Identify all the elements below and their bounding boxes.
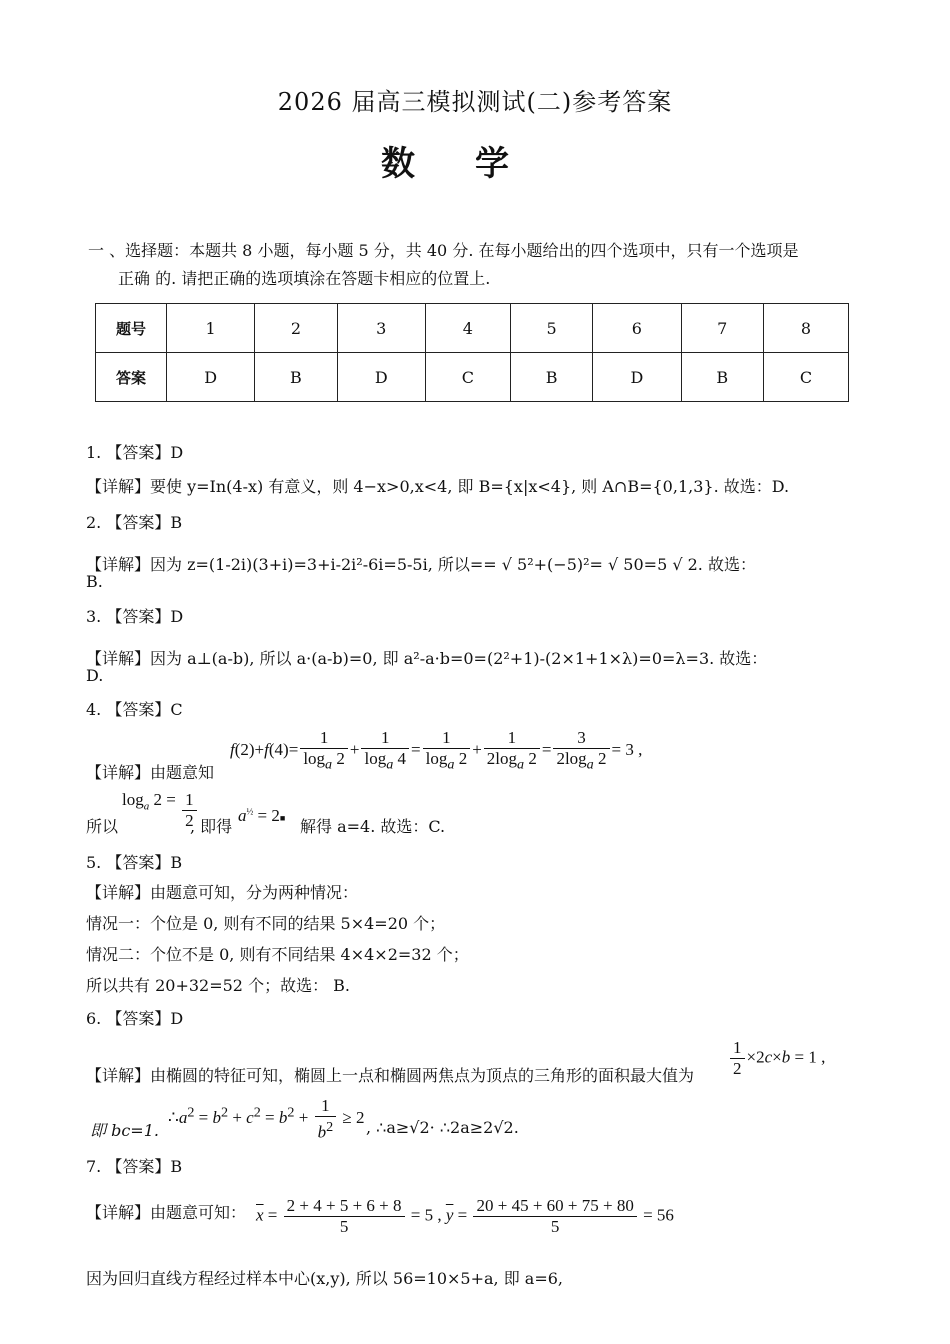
q1-detail: 【详解】要使 y=In(4-x) 有意义，则 4−x>0,x<4, 即 B={x|x<4}, 则 A∩B={0,1,3}. 故选：D. [86,477,790,496]
section-intro-line1: 一 、选择题：本题共 8 小题，每小题 5 分，共 40 分. 在每小题给出的四个选项中，只有一个选项是 [88,241,799,260]
q4-line2-prefix: 所以 [86,817,119,836]
table-cell: 5 [510,304,592,353]
section-intro-line2: 正确 的. 请把正确的选项填涂在答题卡相应的位置上. [118,269,491,288]
table-cell: B [255,353,337,402]
q1-answer-heading: 1. 【答案】D [86,443,184,462]
subject-title: 数学 [381,144,569,184]
q3-answer-heading: 3. 【答案】D [86,607,184,626]
q6-area-formula: $\frac{1}{2}$ ×2c×b = 1 , [728,1038,825,1079]
row-label-answers: 答案 [96,353,167,402]
q4-detail: 【详解】由题意知 [86,763,215,782]
q5-detail-line2: 情况一：个位是 0, 则有不同的结果 5×4=20 个； [86,914,446,933]
q2-answer-heading: 2. 【答案】B [86,513,183,532]
q5-detail-line1: 【详解】由题意可知，分为两种情况： [86,883,359,902]
table-cell: D [337,353,425,402]
q6-line2-prefix: 即 bc=1. [90,1121,159,1140]
q4-line2-suffix: , 即得 [190,817,233,836]
table-cell: 4 [425,304,510,353]
table-cell: C [425,353,510,402]
q4-log-equation: $\log_a 2$ = $\frac{1}{2}$ [122,790,199,831]
q5-answer-heading: 5. 【答案】B [86,853,183,872]
q4-line2-end: 解得 a=4. 故选：C. [300,817,446,836]
q7-detail: 【详解】由题意可知： [86,1203,247,1222]
q7-answer-heading: 7. 【答案】B [86,1157,183,1176]
q4-equation: f(2)+f(4)= $\frac{1}{\log_a 2}$ + $\frac{1}{\log_a 4}$ = $\frac{1}{\log_a 2}$ + $\frac{1}{2\log_a 2}$ = $\frac{3}{2\log_a 2}$ = 3 , [230,728,643,773]
q4-answer-heading: 4. 【答案】C [86,700,183,719]
q6-inequality: $\therefore a^2 = b^2 + c^2 = b^2$ + $\frac{1}{b^2}$ ≥ 2 [168,1096,365,1142]
table-cell: 1 [167,304,255,353]
table-cell: D [593,353,681,402]
table-cell: 8 [763,304,848,353]
table-cell: 7 [681,304,763,353]
q6-line2-suffix: , ∴a≥√2· ∴2a≥2√2. [366,1118,519,1137]
q7-mean-formulas: $\overline{x}$ = $\frac{2 + 4 + 5 + 6 + 8}{5}$ = 5 , $\overline{y}$ = $\frac{20 + 45 + 60 + 75 + 80}{5}$ = 56 [256,1196,674,1236]
row-label-numbers: 题号 [96,304,167,353]
q3-detail-tail: D. [86,666,104,685]
q6-detail: 【详解】由椭圆的特征可知，椭圆上一点和椭圆两焦点为顶点的三角形的面积最大值为 [86,1066,695,1085]
table-cell: D [167,353,255,402]
q3-detail: 【详解】因为 a⊥(a-b), 所以 a·(a-b)=0, 即 a²-a·b=0=(2²+1)-(2×1+1×λ)=0=λ=3. 故选： [86,649,768,668]
q7-detail-line2: 因为回归直线方程经过样本中心(x,y), 所以 56=10×5+a, 即 a=6, [86,1269,564,1288]
table-cell: C [763,353,848,402]
table-row-numbers [96,304,849,353]
q4-power-equation: $a^{\frac{1}{2}}$ = 2■ [238,806,286,825]
document-title: 2026 届高三模拟测试(二)参考答案 [277,88,673,116]
table-cell: 6 [593,304,681,353]
q5-detail-line4: 所以共有 20+32=52 个；故选： B. [86,976,350,995]
q2-detail: 【详解】因为 z=(1-2i)(3+i)=3+i-2i²-6i=5-5i, 所以== √ 5²+(−5)²= √ 50=5 √ 2. 故选： [86,555,756,574]
table-cell: 3 [337,304,425,353]
q6-answer-heading: 6. 【答案】D [86,1009,184,1028]
answer-table [95,303,849,402]
q2-detail-tail: B. [86,572,103,591]
table-cell: 2 [255,304,337,353]
q5-detail-line3: 情况二：个位不是 0, 则有不同结果 4×4×2=32 个； [86,945,469,964]
table-cell: B [510,353,592,402]
table-row-answers [96,353,849,402]
table-cell: B [681,353,763,402]
